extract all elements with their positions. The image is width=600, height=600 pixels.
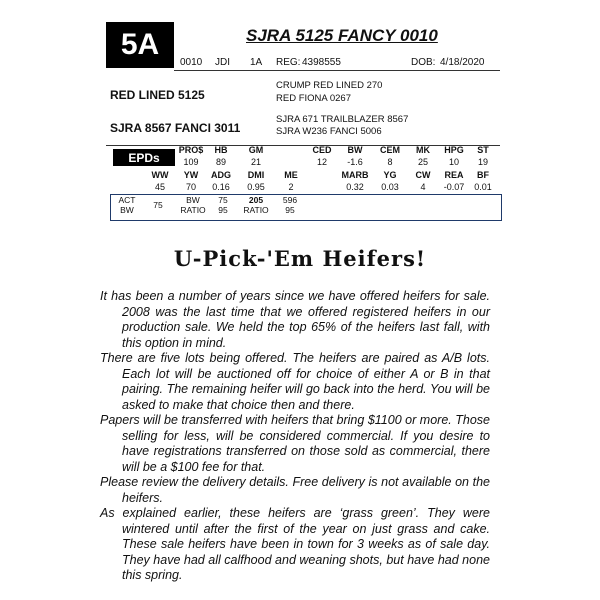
grade: 1A	[250, 57, 263, 68]
epd-value-me: 2	[288, 182, 294, 192]
epd-header-pro: PRO$	[178, 145, 204, 155]
epd-value-pro: 109	[183, 157, 199, 167]
act-bw-label	[114, 196, 140, 215]
epd-header-mk: MK	[416, 145, 430, 155]
epd-value-cw: 4	[420, 182, 426, 192]
ratio-label-2: RATIO	[243, 204, 269, 215]
epd-value-yg: 0.03	[381, 182, 399, 192]
epd-value-bw: -1.6	[347, 157, 363, 167]
epd-header-yg: YG	[383, 170, 397, 180]
w205-value: 596	[282, 195, 298, 205]
paragraph: It has been a number of years since we have offered heifers for sale. 2008 was the last time that we offered registered heifers in our production sale. We held the top 65% of the heifers last fall, with this option in mind.	[100, 289, 490, 350]
bw-ratio-values	[210, 196, 236, 215]
epd-value-hb: 89	[215, 157, 226, 167]
bw-value: 75	[218, 195, 228, 205]
paragraph: As explained earlier, these heifers are ‘grass green’. They were wintered until after the first of the year on just grass and cake. These sale heifers have been in town for 3 weeks as of sale day. They have had all calfhood and weaning shots, but have had none this spring.	[100, 506, 490, 582]
epd-header-dmi: DMI	[247, 170, 265, 180]
breeder-code: JDI	[215, 57, 230, 68]
epd-header-ced: CED	[312, 145, 332, 155]
epd-header-hpg: HPG	[444, 145, 464, 155]
reg-label: REG:	[276, 57, 301, 68]
dam-name: SJRA 8567 FANCI 3011	[110, 121, 241, 135]
bw-label-2: BW	[186, 195, 200, 205]
epd-value-rea: -0.07	[443, 182, 465, 192]
epd-value-ced: 12	[316, 157, 327, 167]
epd-header-rea: REA	[444, 170, 464, 180]
epd-header-cem: CEM	[380, 145, 400, 155]
paragraph: Please review the delivery details. Free delivery is not available on the heifers.	[100, 475, 490, 505]
epd-header-marb: MARB	[341, 170, 369, 180]
act-label: ACT	[118, 195, 136, 205]
epd-header-bw: BW	[347, 145, 363, 155]
epd-value-cem: 8	[387, 157, 393, 167]
w205-label: 205	[248, 195, 264, 205]
dob-label: DOB:	[411, 57, 436, 68]
epd-value-bf: 0.01	[474, 182, 492, 192]
epd-header-yw: YW	[183, 170, 199, 180]
lot-number-badge: 5A	[106, 22, 174, 68]
tattoo: 0010	[180, 57, 203, 68]
epd-header-hb: HB	[214, 145, 228, 155]
bw-label: BW	[120, 204, 134, 215]
epd-header-adg: ADG	[211, 170, 231, 180]
sire-name: RED LINED 5125	[110, 88, 205, 102]
description-text	[100, 289, 490, 584]
epd-header-st: ST	[477, 145, 489, 155]
bw-ratio: 95	[218, 204, 228, 215]
epd-value-ww: 45	[154, 182, 165, 192]
epd-value-hpg: 10	[448, 157, 459, 167]
w205-ratio: 95	[285, 204, 295, 215]
epd-header-me: ME	[284, 170, 298, 180]
ratio-label-1: RATIO	[180, 204, 206, 215]
epd-value-dmi: 0.95	[247, 182, 265, 192]
epd-value-mk: 25	[417, 157, 428, 167]
header-divider	[174, 70, 500, 71]
epd-value-marb: 0.32	[346, 182, 364, 192]
section-heading: U-Pick-'Em Heifers!	[173, 246, 427, 271]
epd-header-gm: GM	[248, 145, 264, 155]
paragraph: There are five lots being offered. The heifers are paired as A/B lots. Each lot will be auctioned off for choice of either A or B in that pairing. The remaining heifer will go back into the herd. You will be asked to make that choice then and there.	[100, 351, 490, 412]
epd-value-yw: 70	[185, 182, 196, 192]
registration-number: 4398555	[302, 57, 341, 68]
birth-date: 4/18/2020	[440, 57, 485, 68]
dam-dam-name: SJRA W236 FANCI 5006	[276, 126, 382, 137]
epd-header-cw: CW	[415, 170, 431, 180]
act-bw-value: 75	[153, 200, 163, 210]
sire-dam-name: RED FIONA 0267	[276, 93, 351, 104]
epd-header-ww: WW	[151, 170, 169, 180]
epd-value-gm: 21	[250, 157, 261, 167]
epd-value-adg: 0.16	[212, 182, 230, 192]
animal-title: SJRA 5125 FANCY 0010	[246, 26, 438, 45]
w205-values	[276, 196, 304, 215]
epds-label: EPDs	[113, 149, 175, 166]
w205-ratio-label	[238, 196, 274, 215]
dam-sire-name: SJRA 671 TRAILBLAZER 8567	[276, 114, 409, 125]
sire-sire-name: CRUMP RED LINED 270	[276, 80, 383, 91]
bw-ratio-label	[176, 196, 210, 215]
epd-header-bf: BF	[477, 170, 489, 180]
epd-value-st: 19	[477, 157, 488, 167]
paragraph: Papers will be transferred with heifers that bring $1100 or more. Those selling for less, will be considered commercial. If you desire to have registrations transferred on those sold as commercial, there will be a $100 fee for that.	[100, 413, 490, 474]
